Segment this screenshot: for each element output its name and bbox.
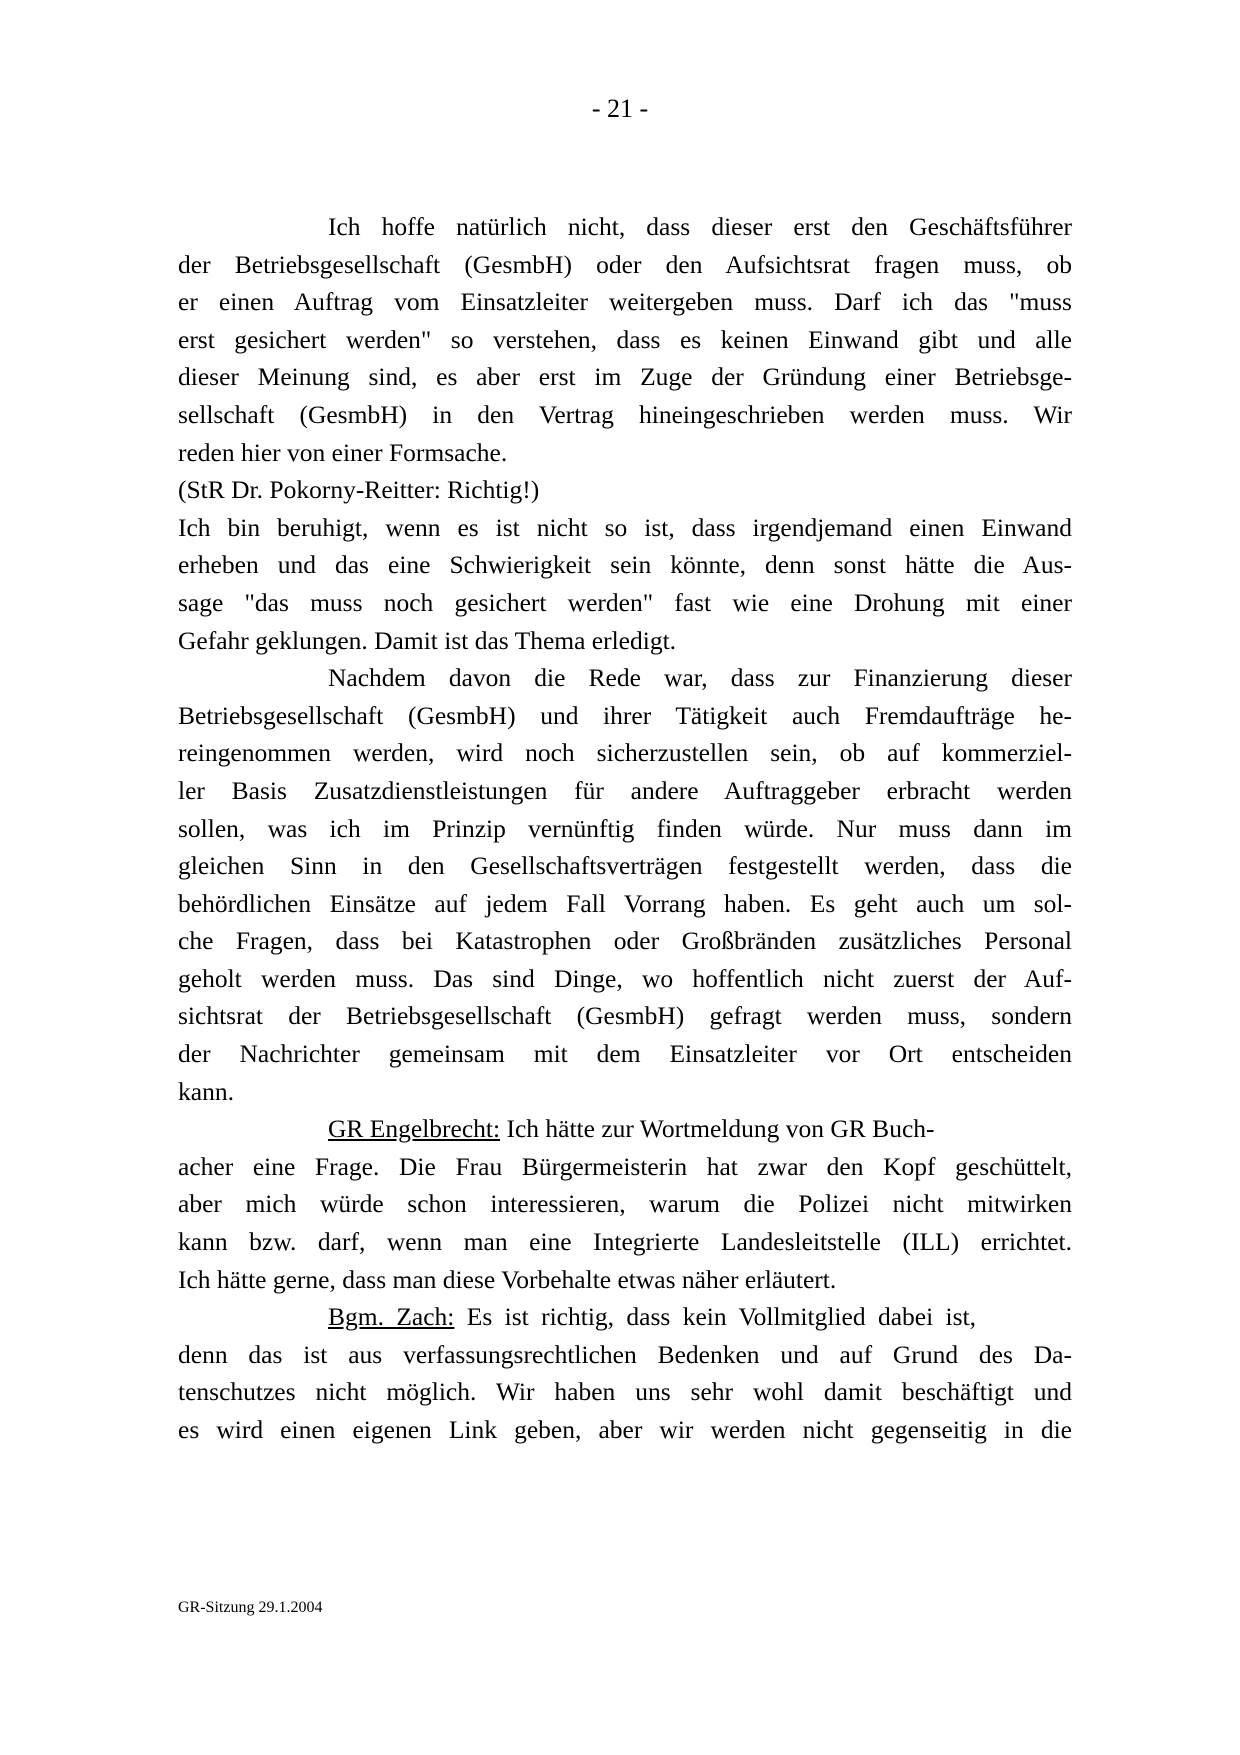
text-line: kann bzw. darf, wenn man eine Integrierte Landesleitstelle (ILL) errichtet. <box>178 1227 1072 1257</box>
speaker-name: GR Engelbrecht: <box>328 1114 501 1144</box>
text-line: es wird einen eigenen Link geben, aber wir werden nicht gegenseitig in die <box>178 1415 1072 1444</box>
speaker-text: Ich hätte zur Wortmeldung von GR Buch- <box>500 1114 935 1144</box>
text-line: reingenommen werden, wird noch sicherzustellen sein, ob auf kommerziel- <box>178 738 1072 768</box>
text-line: Ich hoffe natürlich nicht, dass dieser erst den Geschäftsführer <box>328 212 1072 241</box>
text-line: Ich hätte gerne, dass man diese Vorbehalte etwas näher erläutert. <box>178 1264 837 1294</box>
speaker-paragraph-first-line <box>178 1298 1072 1336</box>
text-line: dieser Meinung sind, es aber erst im Zuge der Gründung einer Betriebsge- <box>178 362 1072 392</box>
text-line: reden hier von einer Formsache. <box>178 437 508 467</box>
speaker-text: Es ist richtig, dass kein Vollmitglied dabei ist, <box>454 1302 977 1332</box>
text-line: der Betriebsgesellschaft (GesmbH) oder den Aufsichtsrat fragen muss, ob <box>178 249 1072 279</box>
text-line: erst gesichert werden" so verstehen, dass es keinen Einwand gibt und alle <box>178 324 1072 354</box>
text-line: der Nachrichter gemeinsam mit dem Einsatzleiter vor Ort entscheiden <box>178 1039 1072 1069</box>
text-line: aber mich würde schon interessieren, warum die Polizei nicht mitwirken <box>178 1189 1072 1219</box>
text-line: che Fragen, dass bei Katastrophen oder Großbränden zusätzliches Personal <box>178 926 1072 956</box>
page-number: - 21 - <box>591 94 649 123</box>
interjection-line: (StR Dr. Pokorny-Reitter: Richtig!) <box>178 475 540 505</box>
text-line: Gefahr geklungen. Damit ist das Thema erledigt. <box>178 625 677 655</box>
speaker-paragraph-first-line <box>178 1110 1072 1148</box>
text-line: sage "das muss noch gesichert werden" fast wie eine Drohung mit einer <box>178 587 1072 617</box>
speaker-name: Bgm. Zach: <box>328 1302 455 1332</box>
text-line: sellschaft (GesmbH) in den Vertrag hineingeschrieben werden muss. Wir <box>178 399 1072 429</box>
text-line: er einen Auftrag vom Einsatzleiter weitergeben muss. Darf ich das "muss <box>178 287 1072 317</box>
text-line: kann. <box>178 1076 234 1106</box>
text-line: sollen, was ich im Prinzip vernünftig finden würde. Nur muss dann im <box>178 813 1072 843</box>
text-line: Ich bin beruhigt, wenn es ist nicht so ist, dass irgendjemand einen Einwand <box>178 512 1072 542</box>
text-line: geholt werden muss. Das sind Dinge, wo hoffentlich nicht zuerst der Auf- <box>178 963 1072 993</box>
body-text <box>178 208 1072 1449</box>
text-line: sichtsrat der Betriebsgesellschaft (GesmbH) gefragt werden muss, sondern <box>178 1001 1072 1031</box>
text-line: behördlichen Einsätze auf jedem Fall Vorrang haben. Es geht auch um sol- <box>178 888 1072 918</box>
footer: GR-Sitzung 29.1.2004 <box>178 1599 323 1616</box>
text-line: tenschutzes nicht möglich. Wir haben uns sehr wohl damit beschäftigt und <box>178 1377 1072 1407</box>
text-line: Nachdem davon die Rede war, dass zur Finanzierung dieser <box>328 663 1072 693</box>
text-line: gleichen Sinn in den Gesellschaftsverträgen festgestellt werden, dass die <box>178 851 1072 881</box>
text-line: erheben und das eine Schwierigkeit sein könnte, denn sonst hätte die Aus- <box>178 550 1072 580</box>
text-line: ler Basis Zusatzdienstleistungen für andere Auftraggeber erbracht werden <box>178 775 1072 805</box>
text-line: acher eine Frage. Die Frau Bürgermeisterin hat zwar den Kopf geschüttelt, <box>178 1151 1072 1181</box>
text-line: Betriebsgesellschaft (GesmbH) und ihrer Tätigkeit auch Fremdaufträge he- <box>178 700 1072 730</box>
text-line: denn das ist aus verfassungsrechtlichen Bedenken und auf Grund des Da- <box>178 1339 1072 1369</box>
